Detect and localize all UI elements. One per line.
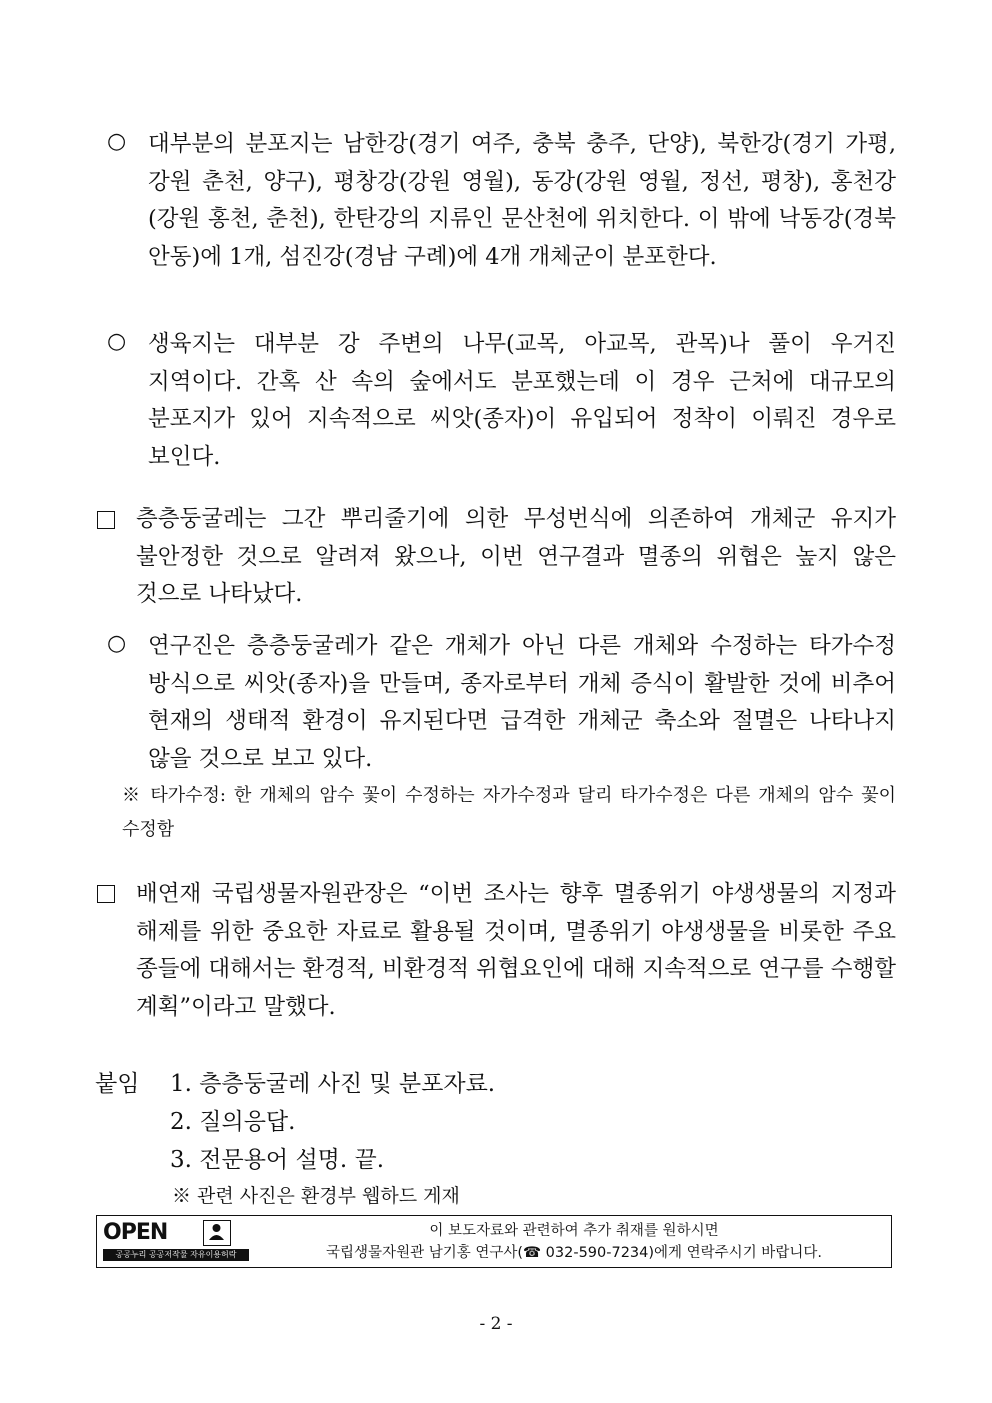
contact-line-1: 이 보도자료와 관련하여 추가 취재를 원하시면 <box>429 1223 719 1239</box>
attachment-item: 1. 층층둥굴레 사진 및 분포자료. <box>170 1071 496 1097</box>
open-logo-word: OPEN <box>103 1220 168 1245</box>
contact-line-2: 국립생물자원관 남기홍 연구사(☎ 032-590-7234)에게 연락주시기 바랍니다. <box>326 1245 822 1261</box>
attachment-label: 붙임 <box>95 1071 140 1097</box>
square-bullet-icon <box>97 885 115 903</box>
cross-pollination-paragraph: 연구진은 층층둥굴레가 같은 개체가 아닌 다른 개체와 수정하는 타가수정 방식으로 씨앗(종자)을 만들며, 종자로부터 개체 증식이 활발한 것에 비추어 현재의 생태적 환경이 유지된다면 급격한 개체군 축소와 절멸은 나타나지 않을 것으로 보고 있다. <box>148 633 896 772</box>
circle-bullet-icon: ○ <box>107 329 127 354</box>
contact-text <box>257 1220 891 1264</box>
extinction-risk-paragraph: 층층둥굴레는 그간 뿌리줄기에 의한 무성번식에 의존하여 개체군 유지가 불안정한 것으로 알려져 왔으나, 이번 연구결과 멸종의 위협은 높지 않은 것으로 나타났다. <box>136 506 896 607</box>
circle-bullet-icon: ○ <box>107 129 127 154</box>
circle-bullet-icon: ○ <box>107 631 127 656</box>
habitat-paragraph: 생육지는 대부분 강 주변의 나무(교목, 아교목, 관목)나 풀이 우거진 지역이다. 간혹 산 속의 숲에서도 분포했는데 이 경우 근처에 대규모의 분포지가 있어 지속적으로 씨앗(종자)이 유입되어 정착이 이뤄진 경우로 보인다. <box>148 331 896 470</box>
attachment-item: 2. 질의응답. <box>170 1109 296 1135</box>
attachment-note: ※ 관련 사진은 환경부 웹하드 게재 <box>172 1185 460 1207</box>
attribution-icon <box>203 1220 231 1246</box>
open-license-logo <box>103 1220 249 1264</box>
attachment-item: 3. 전문용어 설명. 끝. <box>170 1147 385 1173</box>
square-bullet-icon <box>97 511 115 529</box>
cross-pollination-note: ※ 타가수정: 한 개체의 암수 꽃이 수정하는 자가수정과 달리 타가수정은 다른 개체의 암수 꽃이 수정함 <box>122 785 896 840</box>
director-quote-paragraph: 배연재 국립생물자원관장은 “이번 조사는 향후 멸종위기 야생생물의 지정과 해제를 위한 중요한 자료로 활용될 것이며, 멸종위기 야생생물을 비롯한 주요 종들에 대해서는 환경적, 비환경적 위협요인에 대해 지속적으로 연구를 수행할 계획”이라고 말했다. <box>136 881 896 1020</box>
open-logo-caption: 공공누리 공공저작물 자유이용허락 <box>103 1249 249 1261</box>
distribution-paragraph: 대부분의 분포지는 남한강(경기 여주, 충북 충주, 단양), 북한강(경기 가평, 강원 춘천, 양구), 평창강(강원 영월), 동강(강원 영월, 정선, 평창), 홍천강(강원 홍천, 춘천), 한탄강의 지류인 문산천에 위치한다. 이 밖에 낙동강(경북 안동)에 1개, 섬진강(경남 구례)에 4개 개체군이 분포한다. <box>148 131 896 270</box>
contact-box <box>96 1215 892 1268</box>
page-number: - 2 - <box>479 1314 513 1334</box>
